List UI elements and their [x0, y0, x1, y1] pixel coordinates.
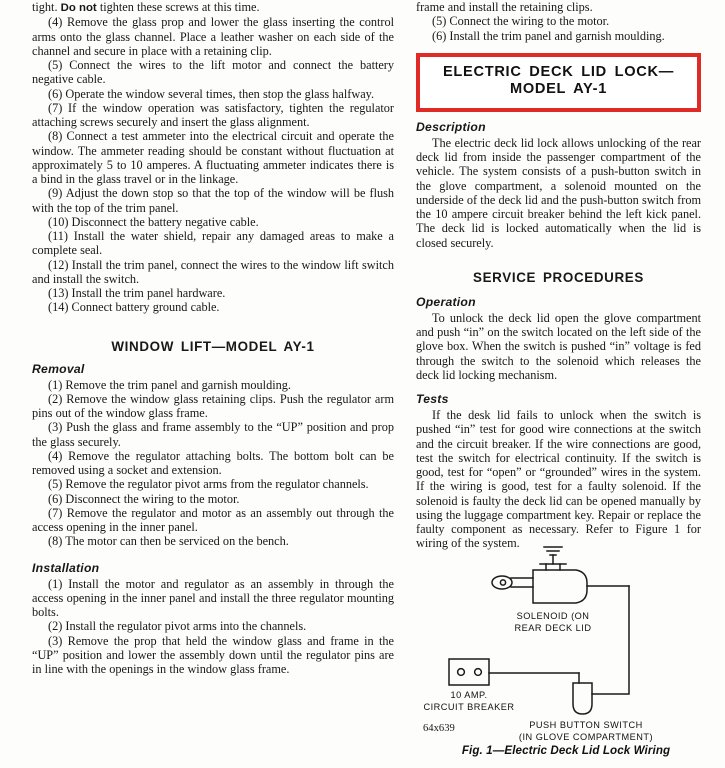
right-continued-step-5: (5) Connect the wiring to the motor. — [432, 14, 610, 29]
right-column — [416, 0, 701, 551]
installation-step-2: (2) Install the regulator pivot arms into the channels. — [48, 619, 307, 634]
text-fragment-b: tighten these screws at this time. — [96, 0, 260, 14]
install-step-5: (5) Connect the wires to the lift motor and connect the battery negative cable. — [32, 58, 394, 87]
label-solenoid-line-2: REAR DECK LID — [514, 623, 592, 633]
install-step-12: (12) Install the trim panel, connect the wires to the window lift switch and install the switch. — [32, 257, 394, 286]
install-step-4: (4) Remove the glass prop and lower the glass inserting the control arms onto the glass channel. Place a leather washer on each side of the channel and secure in place with a retaining clip. — [32, 15, 394, 58]
operation-text: To unlock the deck lid open the glove compartment and push “in” on the switch located on the left side of the glove box. When the switch is pushed “in” voltage is fed through the switch to the solenoid which releases the deck lid locking mechanism. — [416, 310, 701, 382]
solenoid-icon — [492, 570, 629, 603]
installation-step-3: (3) Remove the prop that held the window glass and frame in the “UP” position and lower the assembly down until the regulator pins are in line with the openings in the window glass frame. — [32, 633, 394, 676]
installation-step-1: (1) Install the motor and regulator as an assembly in through the access opening in the inner panel and install the three regulator mounting bolts. — [32, 576, 394, 619]
ground-symbol-icon — [540, 547, 566, 570]
removal-step-3: (3) Push the glass and frame assembly to the “UP” position and prop the glass securely. — [32, 420, 394, 449]
install-step-8: (8) Connect a test ammeter into the electrical circuit and operate the window. The ammeter reading should be constant without fluctuation at approximately 5 to 10 amperes. A fluctuating ammeter indicates there is a bind in the glass travel or in the linkage. — [32, 129, 394, 186]
install-step-13: (13) Install the trim panel hardware. — [48, 286, 226, 300]
left-column — [32, 0, 394, 676]
description-text: The electric deck lid lock allows unlocking of the rear deck lid from inside the passenger compartment of the vehicle. The system consists of a push-button switch in the glove compartment, a solenoid mounted on the underside of the deck lid and the push-button switch from the 10 ampere circuit breaker behind the left kick panel. The deck lid is locked automatically when the lid is closed securely. — [416, 135, 701, 250]
install-step-6: (6) Operate the window several times, then stop the glass halfway. — [48, 86, 375, 101]
label-breaker-line-1: 10 AMP. — [450, 690, 488, 700]
do-not-emphasis: Do not — [60, 2, 97, 14]
right-continued-step-6: (6) Install the trim panel and garnish moulding. — [432, 28, 665, 43]
removal-step-7: (7) Remove the regulator and motor as an assembly out through the access opening in the inner panel. — [32, 505, 394, 534]
removal-step-4: (4) Remove the regulator attaching bolts. The bottom bolt can be removed using a socket and extension. — [32, 448, 394, 477]
label-solenoid-line-1: SOLENOID (ON — [516, 611, 590, 621]
subheading-operation: Operation — [416, 294, 476, 309]
subheading-installation: Installation — [32, 560, 100, 575]
removal-step-1: (1) Remove the trim panel and garnish moulding. — [48, 377, 291, 392]
label-breaker-line-2: CIRCUIT BREAKER — [423, 702, 515, 712]
figure-code: 64x639 — [423, 723, 455, 734]
figure-caption: Fig. 1—Electric Deck Lid Lock Wiring — [461, 744, 671, 757]
subheading-description: Description — [416, 119, 486, 134]
removal-step-8: (8) The motor can then be serviced on the bench. — [48, 534, 289, 549]
removal-step-2: (2) Remove the window glass retaining clips. Push the regulator arm pins out of the window glass frame. — [32, 391, 394, 420]
label-switch-line-1: PUSH BUTTON SWITCH — [529, 720, 643, 730]
install-step-10: (10) Disconnect the battery negative cable. — [48, 214, 259, 229]
label-switch-line-2: (IN GLOVE COMPARTMENT) — [518, 732, 654, 742]
install-step-11: (11) Install the water shield, repair any damaged areas to make a complete seal. — [32, 229, 394, 258]
push-button-switch-icon — [573, 683, 592, 714]
install-step-7: (7) If the window operation was satisfactory, tighten the regulator attaching screws securely and insert the glass alignment. — [32, 100, 394, 129]
boxed-title-line-1: ELECTRIC DECK LID LOCK— — [442, 63, 675, 80]
tests-text: If the desk lid fails to unlock when the switch is pushed “in” test for good wire connections at the switch and the circuit breaker. If the wire connections are good, test the switch for electrical continuity. If the switch is good, test for “open” or “grounded” wires in the system. If the wiring is good, test for a faulty solenoid. If the solenoid is faulty the deck lid can be opened manually by using the luggage compartment key. Repair or replace the faulty component as necessary. Refer to Figure 1 for wiring of the system. — [416, 408, 701, 551]
section-heading-service-procedures: SERVICE PROCEDURES — [473, 269, 644, 285]
install-step-14: (14) Connect battery ground cable. — [48, 300, 220, 315]
figure-1-wiring-diagram — [416, 542, 716, 768]
subheading-removal: Removal — [32, 361, 85, 376]
right-continued-line-1: frame and install the retaining clips. — [416, 0, 593, 14]
circuit-breaker-icon — [449, 659, 579, 685]
removal-step-5: (5) Remove the regulator pivot arms from the regulator channels. — [48, 477, 369, 492]
section-heading-window-lift: WINDOW LIFT—MODEL AY-1 — [111, 338, 315, 354]
paragraph-continued-top — [32, 0, 394, 15]
removal-step-6: (6) Disconnect the wiring to the motor. — [48, 491, 240, 506]
subheading-tests: Tests — [416, 392, 449, 406]
install-step-9: (9) Adjust the down stop so that the top of the window will be flush with the top of the trim panel. — [32, 186, 394, 215]
text-fragment-a: tight. — [32, 0, 61, 14]
boxed-title-line-2: MODEL AY-1 — [509, 81, 608, 98]
boxed-section-title — [416, 53, 701, 112]
wiring-diagram-svg — [416, 542, 716, 742]
